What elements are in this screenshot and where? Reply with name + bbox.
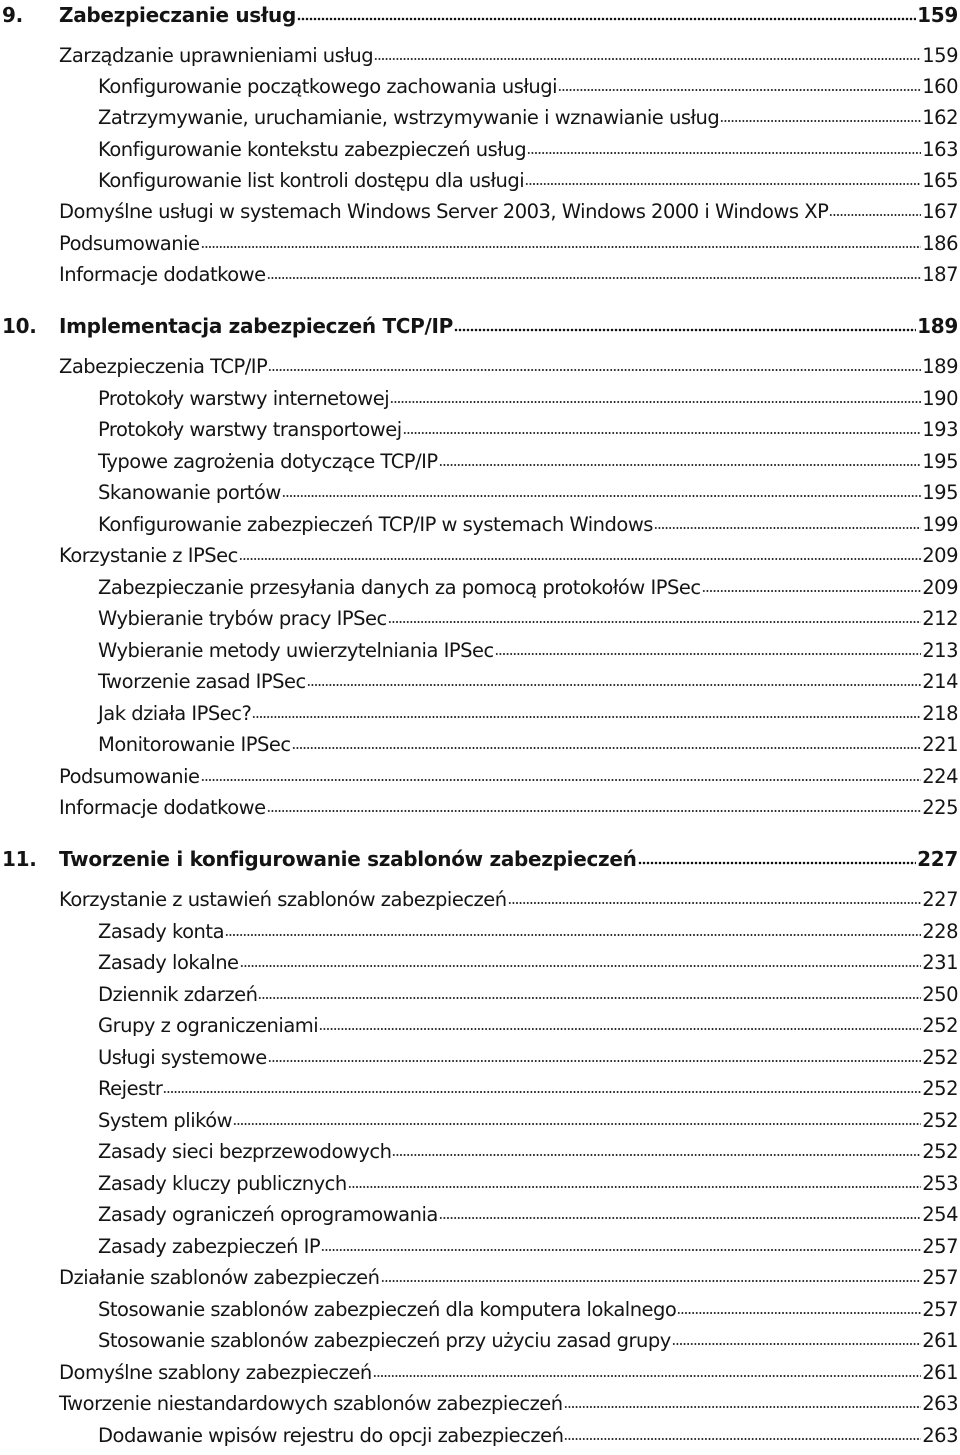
toc-entry-title: Konfigurowanie list kontroli dostępu dla usługi [98,169,525,192]
toc-entry-title: System plików [98,1109,233,1132]
toc-entry-title: Zasady kluczy publicznych [98,1172,347,1195]
toc-page-number: 257 [922,1266,958,1289]
toc-entry-title: Dziennik zdarzeń [98,983,258,1006]
toc-page-number: 167 [922,200,958,223]
toc-page-number: 195 [922,481,958,504]
toc-page-number: 252 [922,1109,958,1132]
toc-dot-leader [702,589,922,593]
toc-entry-title: Zarządzanie uprawnieniami usług [59,44,374,67]
toc-entry-title: Informacje dodatkowe [59,263,266,286]
toc-page-number: 227 [922,888,958,911]
toc-entry[interactable] [0,1013,958,1039]
toc-entry[interactable] [0,199,958,225]
toc-chapter-number: 9. [2,3,23,27]
toc-entry-title: Dodawanie wpisów rejestru do opcji zabezpieczeń [98,1424,564,1447]
toc-dot-leader [258,996,921,1000]
toc-dot-leader [495,652,922,656]
toc-entry[interactable] [0,168,958,194]
toc-dot-leader [527,151,921,155]
toc-dot-leader [282,494,921,498]
toc-entry-title: Konfigurowanie zabezpieczeń TCP/IP w systemach Windows [98,513,653,536]
toc-entry-title: Zabezpieczenia TCP/IP [59,355,268,378]
toc-entry[interactable] [0,262,958,288]
toc-entry[interactable] [0,449,958,475]
toc-dot-leader [388,620,921,624]
toc-entry-title: Typowe zagrożenia dotyczące TCP/IP [98,450,438,473]
toc-page-number: 225 [922,796,958,819]
toc-dot-leader [558,88,921,92]
toc-entry-title: Zabezpieczanie przesyłania danych za pomocą protokołów IPSec [98,576,701,599]
toc-entry[interactable] [0,417,958,443]
toc-dot-leader [239,557,921,561]
toc-entry-title: Domyślne usługi w systemach Windows Server 2003, Windows 2000 i Windows XP [59,200,829,223]
toc-chapter-entry[interactable] [0,313,958,339]
toc-page-number: 253 [922,1172,958,1195]
toc-page-number: 231 [922,951,958,974]
toc-entry-title: Konfigurowanie kontekstu zabezpieczeń usług [98,138,527,161]
toc-page-number: 218 [922,702,958,725]
toc-entry-title: Informacje dodatkowe [59,796,266,819]
toc-chapter-entry[interactable] [0,846,958,872]
toc-entry-title: Tworzenie niestandardowych szablonów zabezpieczeń [59,1392,563,1415]
toc-entry[interactable] [0,1139,958,1165]
toc-entry-title: Zasady konta [98,920,225,943]
toc-page-number: 250 [922,983,958,1006]
toc-entry-title: Podsumowanie [59,765,200,788]
toc-page-number: 214 [922,670,958,693]
toc-entry-title: Domyślne szablony zabezpieczeń [59,1361,372,1384]
toc-entry-title: Wybieranie metody uwierzytelniania IPSec [98,639,494,662]
toc-page-number: 257 [922,1235,958,1258]
toc-entry[interactable] [0,1297,958,1323]
toc-dot-leader [201,778,922,782]
toc-entry[interactable] [0,887,958,913]
toc-dot-leader [672,1342,922,1346]
toc-entry[interactable] [0,701,958,727]
toc-dot-leader [508,901,922,905]
toc-entry-title: Korzystanie z IPSec [59,544,238,567]
toc-entry[interactable] [0,1076,958,1102]
toc-entry[interactable] [0,43,958,69]
toc-dot-leader [525,182,921,186]
toc-dot-leader [403,431,922,435]
toc-dot-leader [292,746,922,750]
toc-entry-title: Wybieranie trybów pracy IPSec [98,607,387,630]
toc-entry-title: Protokoły warstwy internetowej [98,387,390,410]
toc-dot-leader [267,276,922,280]
toc-page-number: 209 [922,576,958,599]
toc-dot-leader [267,809,922,813]
toc-page-number: 252 [922,1014,958,1037]
toc-dot-leader [233,1122,921,1126]
toc-dot-leader [381,1279,922,1283]
toc-entry[interactable] [0,1234,958,1260]
toc-entry-title: Grupy z ograniczeniami [98,1014,319,1037]
toc-entry[interactable] [0,795,958,821]
toc-entry[interactable] [0,137,958,163]
toc-entry[interactable] [0,74,958,100]
toc-page-number: 160 [922,75,958,98]
toc-page-number: 159 [917,3,958,27]
toc-dot-leader [677,1311,921,1315]
toc-page-number: 212 [922,607,958,630]
toc-entry-title: Monitorowanie IPSec [98,733,291,756]
toc-entry-title: Stosowanie szablonów zabezpieczeń przy użyciu zasad grupy [98,1329,671,1352]
toc-entry[interactable] [0,1265,958,1291]
toc-entry[interactable] [0,543,958,569]
toc-dot-leader [252,715,921,719]
toc-entry-title: Konfigurowanie początkowego zachowania usługi [98,75,558,98]
toc-page-number: 163 [922,138,958,161]
toc-dot-leader [201,245,922,249]
toc-page-number: 224 [922,765,958,788]
toc-dot-leader [163,1090,921,1094]
toc-page-number: 257 [922,1298,958,1321]
toc-dot-leader [564,1437,921,1441]
toc-entry[interactable] [0,919,958,945]
toc-entry[interactable] [0,1108,958,1134]
toc-dot-leader [297,17,916,21]
toc-entry[interactable] [0,1360,958,1386]
toc-entry[interactable] [0,1328,958,1354]
toc-dot-leader [268,368,921,372]
toc-page-number: 189 [922,355,958,378]
toc-entry-title: Implementacja zabezpieczeń TCP/IP [59,314,454,338]
toc-page-number: 213 [922,639,958,662]
toc-dot-leader [654,526,921,530]
toc-page-number: 199 [922,513,958,536]
toc-entry-title: Zabezpieczanie usług [59,3,296,27]
toc-page-number: 187 [922,263,958,286]
toc-page-number: 252 [922,1140,958,1163]
toc-page-number: 159 [922,44,958,67]
toc-page-number: 221 [922,733,958,756]
toc-entry[interactable] [0,386,958,412]
toc-entry-title: Protokoły warstwy transportowej [98,418,402,441]
toc-dot-leader [225,933,921,937]
toc-entry[interactable] [0,354,958,380]
toc-entry[interactable] [0,606,958,632]
toc-entry[interactable] [0,669,958,695]
toc-entry-title: Stosowanie szablonów zabezpieczeń dla komputera lokalnego [98,1298,677,1321]
toc-entry-title: Podsumowanie [59,232,200,255]
toc-chapter-number: 11. [2,847,37,871]
toc-entry[interactable] [0,1202,958,1228]
toc-dot-leader [348,1185,922,1189]
toc-entry-title: Jak działa IPSec? [98,702,252,725]
toc-page-number: 195 [922,450,958,473]
toc-dot-leader [454,328,916,332]
toc-entry[interactable] [0,1391,958,1417]
toc-entry-title: Tworzenie zasad IPSec [98,670,306,693]
toc-dot-leader [240,964,922,968]
toc-page-number: 165 [922,169,958,192]
toc-page-number: 252 [922,1077,958,1100]
toc-page-number: 263 [922,1392,958,1415]
toc-entry[interactable] [0,512,958,538]
toc-page-number: 190 [922,387,958,410]
toc-entry-title: Tworzenie i konfigurowanie szablonów zabezpieczeń [59,847,637,871]
toc-dot-leader [390,400,921,404]
toc-dot-leader [439,1216,921,1220]
toc-dot-leader [321,1248,921,1252]
toc-page-number: 193 [922,418,958,441]
toc-entry[interactable] [0,638,958,664]
toc-entry-title: Usługi systemowe [98,1046,267,1069]
toc-entry[interactable] [0,1423,958,1449]
toc-entry-title: Zasady zabezpieczeń IP [98,1235,321,1258]
toc-page-number: 263 [922,1424,958,1447]
toc-page-number: 186 [922,232,958,255]
toc-entry-title: Rejestr [98,1077,163,1100]
toc-entry-title: Zasady lokalne [98,951,239,974]
toc-entry[interactable] [0,982,958,1008]
toc-page-number: 209 [922,544,958,567]
toc-dot-leader [373,1374,922,1378]
toc-dot-leader [720,119,921,123]
toc-entry[interactable] [0,1171,958,1197]
toc-dot-leader [319,1027,921,1031]
toc-entry[interactable] [0,950,958,976]
toc-page-number: 261 [922,1329,958,1352]
toc-chapter-entry[interactable] [0,2,958,28]
toc-entry[interactable] [0,575,958,601]
toc-dot-leader [307,683,922,687]
toc-dot-leader [829,213,921,217]
toc-entry[interactable] [0,1045,958,1071]
toc-dot-leader [268,1059,922,1063]
toc-entry-title: Skanowanie portów [98,481,281,504]
toc-dot-leader [638,861,917,865]
toc-dot-leader [392,1153,921,1157]
toc-page-number: 228 [922,920,958,943]
toc-entry-title: Zatrzymywanie, uruchamianie, wstrzymywanie i wznawianie usług [98,106,720,129]
toc-chapter-number: 10. [2,314,37,338]
toc-page-number: 254 [922,1203,958,1226]
toc-entry-title: Działanie szablonów zabezpieczeń [59,1266,380,1289]
toc-entry[interactable] [0,764,958,790]
toc-page-number: 227 [917,847,958,871]
toc-entry-title: Zasady ograniczeń oprogramowania [98,1203,438,1226]
toc-entry-title: Zasady sieci bezprzewodowych [98,1140,392,1163]
toc-entry[interactable] [0,480,958,506]
toc-entry-title: Korzystanie z ustawień szablonów zabezpieczeń [59,888,507,911]
toc-page-number: 189 [917,314,958,338]
toc-dot-leader [439,463,922,467]
toc-entry[interactable] [0,231,958,257]
toc-page-number: 252 [922,1046,958,1069]
toc-entry[interactable] [0,105,958,131]
toc-page-number: 261 [922,1361,958,1384]
toc-page-number: 162 [922,106,958,129]
toc-entry[interactable] [0,732,958,758]
toc-dot-leader [564,1405,922,1409]
toc-dot-leader [374,57,921,61]
